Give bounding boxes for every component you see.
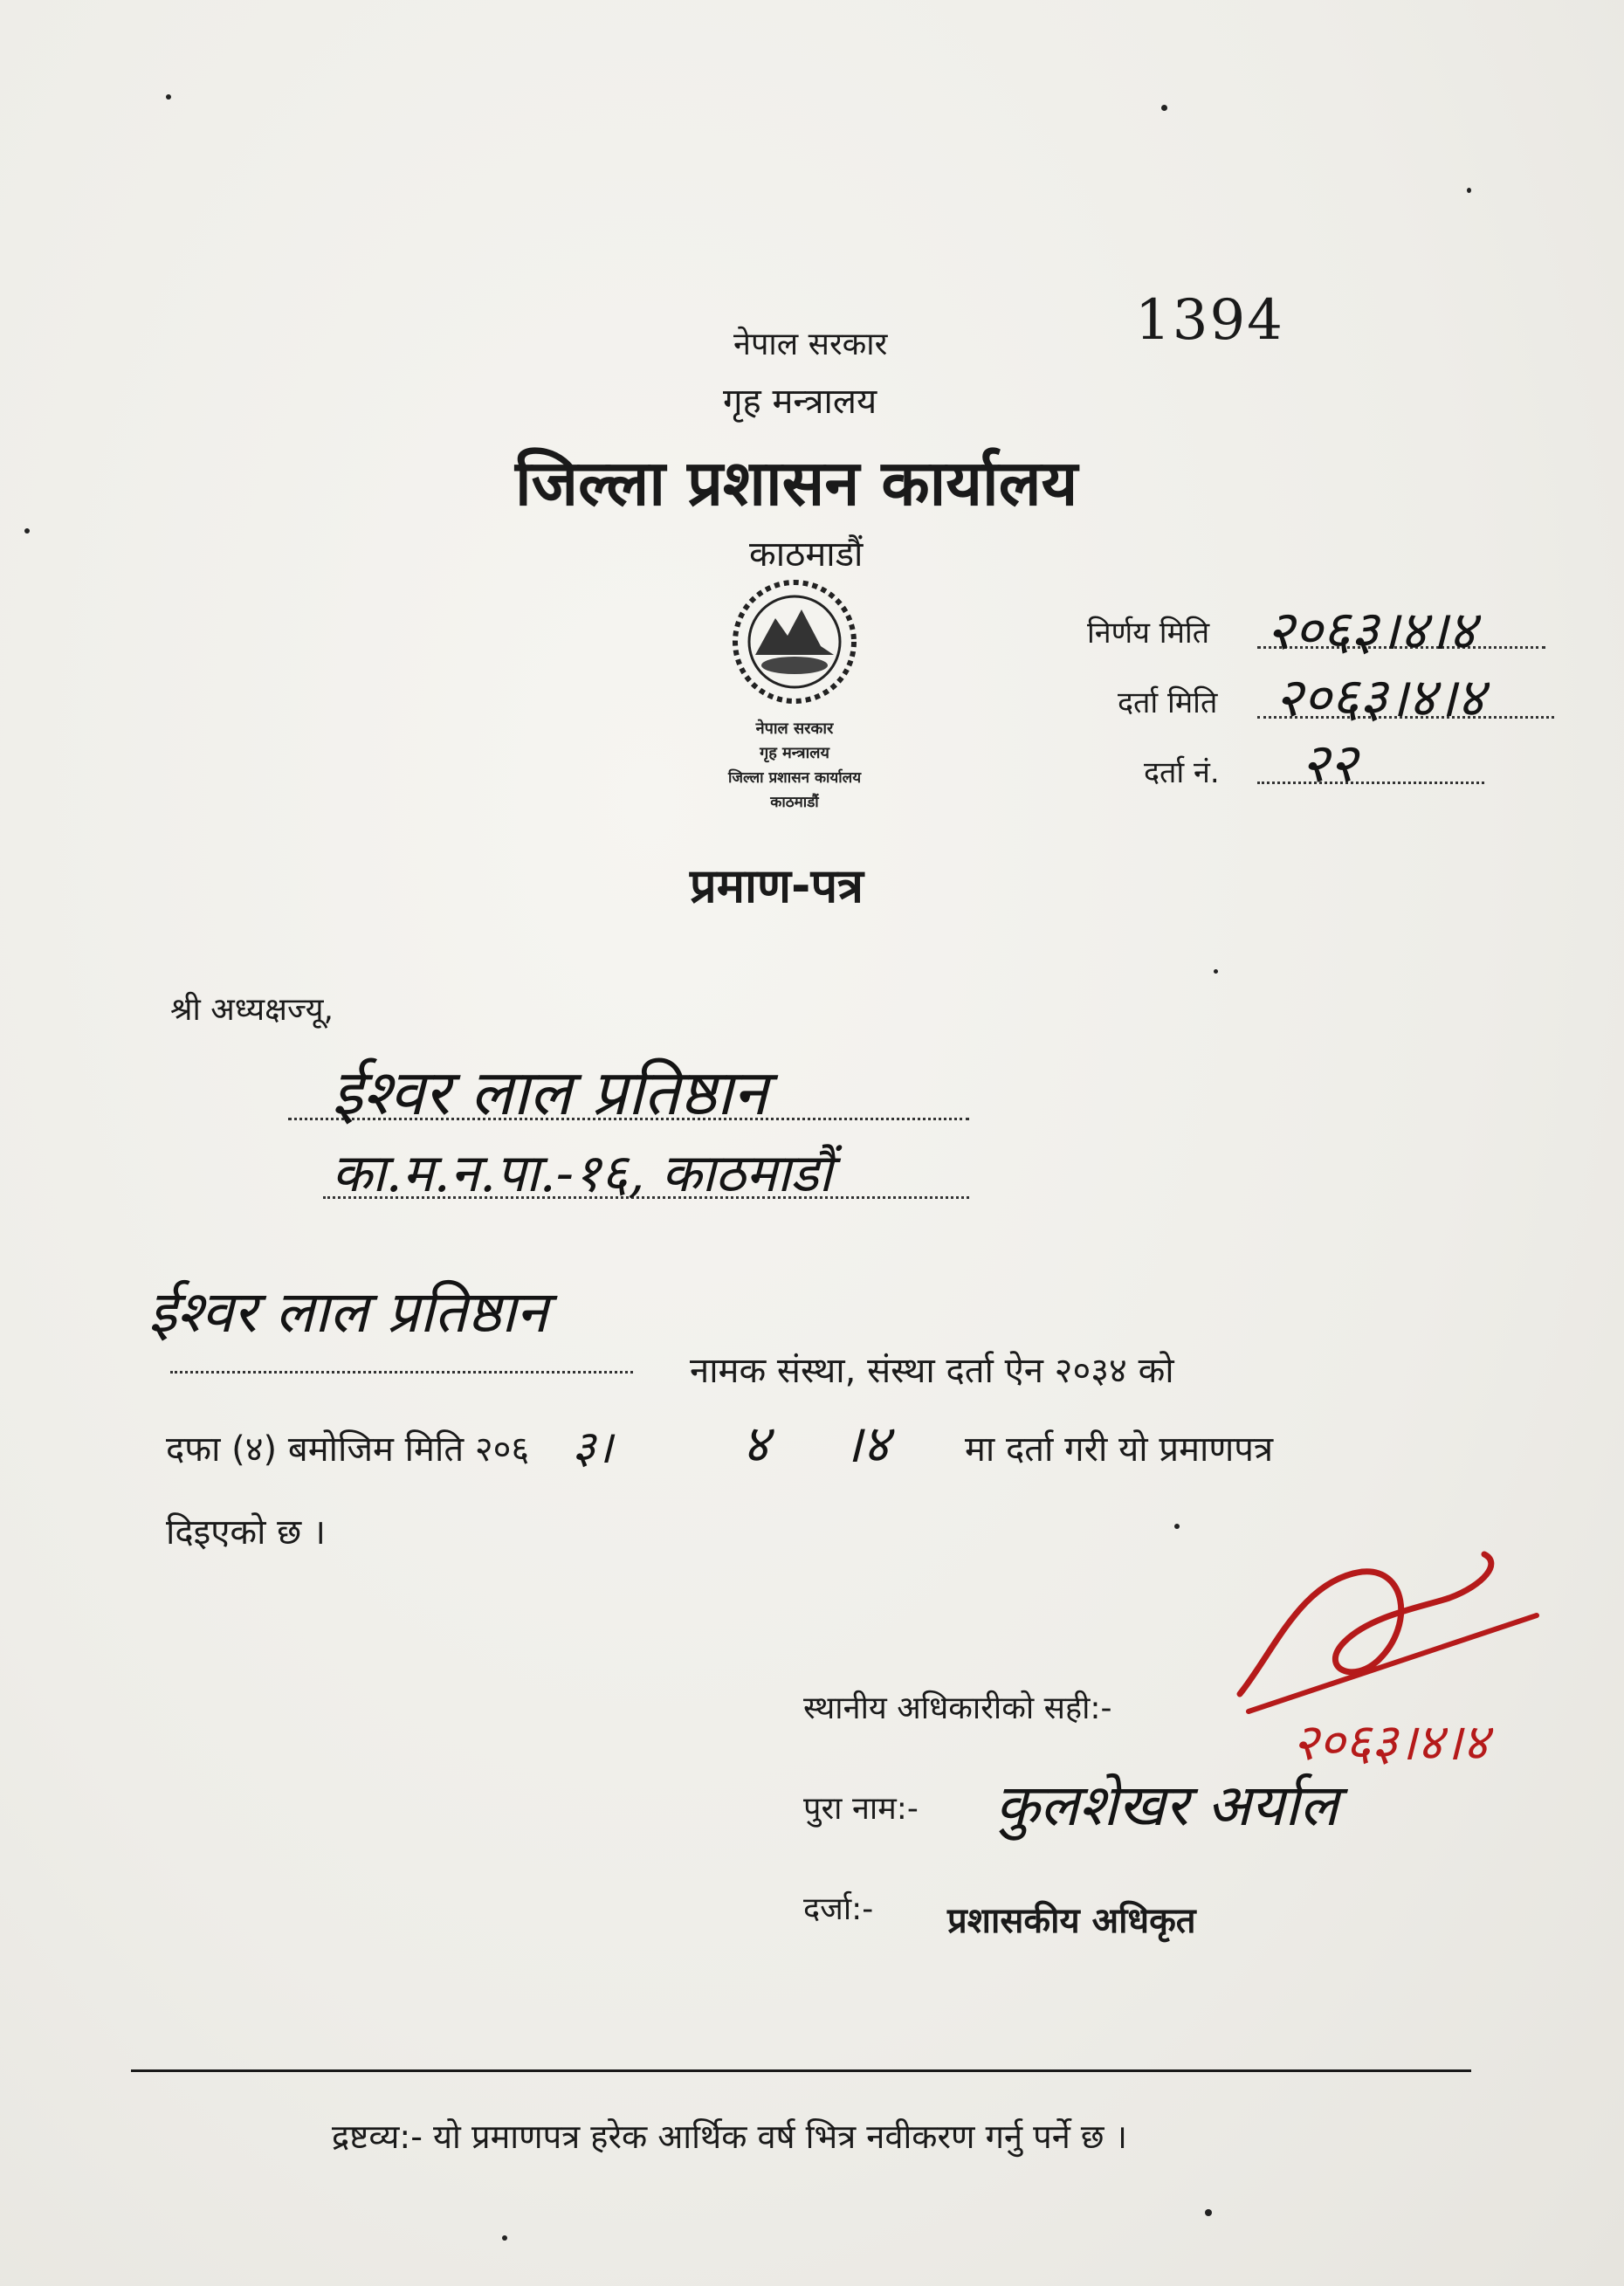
footer-note: द्रष्टव्य:- यो प्रमाणपत्र हरेक आर्थिक वर्ष भित्र नवीकरण गर्नु पर्ने छ ।: [332, 2117, 1128, 2156]
decision-date-value: २०६३।४।४: [1266, 598, 1476, 662]
body-line-1: नामक संस्था, संस्था दर्ता ऐन २०३४ को: [690, 1351, 1174, 1391]
decision-date-label: निर्णय मिति: [1087, 616, 1210, 651]
full-name-label: पुरा नाम:-: [803, 1791, 919, 1827]
nepal-government-seal-icon: [672, 559, 917, 821]
paper-speck: [1205, 2209, 1212, 2216]
salutation: श्री अध्यक्षज्यू,: [170, 992, 334, 1028]
seal-text-line: नेपाल सरकार: [755, 720, 834, 738]
handwritten-date-year: ३।: [572, 1422, 613, 1474]
official-signature-icon: [1222, 1546, 1554, 1781]
seal-text-line: गृह मन्त्रालय: [760, 744, 829, 762]
signature-label: स्थानीय अधिकारीको सही:-: [803, 1690, 1112, 1726]
address-line-1: ईश्वर लाल प्रतिष्ठान: [332, 1056, 768, 1129]
handwritten-date-day: ।४: [843, 1414, 890, 1475]
seal-text-line: काठमाडौं: [770, 794, 819, 811]
registration-number-label: दर्ता नं.: [1144, 755, 1220, 790]
organization-name-dotline: [170, 1371, 633, 1374]
registration-date-label: दर्ता मिति: [1118, 685, 1218, 720]
registration-number-dotline: [1257, 782, 1484, 784]
district-heading: काठमाडौं: [749, 534, 864, 575]
handwritten-date-month: ४: [742, 1414, 770, 1475]
organization-name-handwritten: ईश्वर लाल प्रतिष्ठान: [148, 1278, 548, 1346]
serial-number: 1394: [1135, 288, 1284, 353]
signature-date-note: २०६३।४।४: [1292, 1712, 1489, 1772]
paper-speck: [1161, 105, 1167, 111]
registration-date-value: २०६३।४।४: [1275, 665, 1485, 729]
paper-speck: [1214, 969, 1218, 974]
ministry-heading: गृह मन्त्रालय: [723, 382, 877, 422]
rank-label: दर्जा:-: [803, 1891, 874, 1927]
seal-text-line: जिल्ला प्रशासन कार्यालय: [727, 769, 862, 787]
paper-speck: [1174, 1524, 1180, 1529]
paper-speck: [502, 2235, 507, 2241]
registration-number-value: २२: [1301, 731, 1358, 795]
address-line-2: का.म.न.पा.-१६, काठमाडौं: [332, 1143, 833, 1204]
full-name-value: कुलशेखर अर्याल: [995, 1772, 1338, 1839]
paper-speck: [24, 528, 30, 534]
footer-divider: [131, 2069, 1471, 2072]
paper-speck: [1467, 188, 1471, 193]
office-heading: जिल्ला प्रशासन कार्यालय: [515, 446, 1078, 520]
government-heading: नेपाल सरकार: [733, 327, 888, 362]
body-line-2-prefix: दफा (४) बमोजिम मिति २०६: [166, 1429, 530, 1470]
rank-stamp: प्रशासकीय अधिकृत: [947, 1901, 1196, 1941]
body-line-3: दिइएको छ ।: [166, 1512, 327, 1553]
paper-speck: [166, 94, 171, 100]
body-line-2-suffix: मा दर्ता गरी यो प्रमाणपत्र: [965, 1429, 1274, 1470]
certificate-title: प्रमाण-पत्र: [690, 858, 864, 913]
